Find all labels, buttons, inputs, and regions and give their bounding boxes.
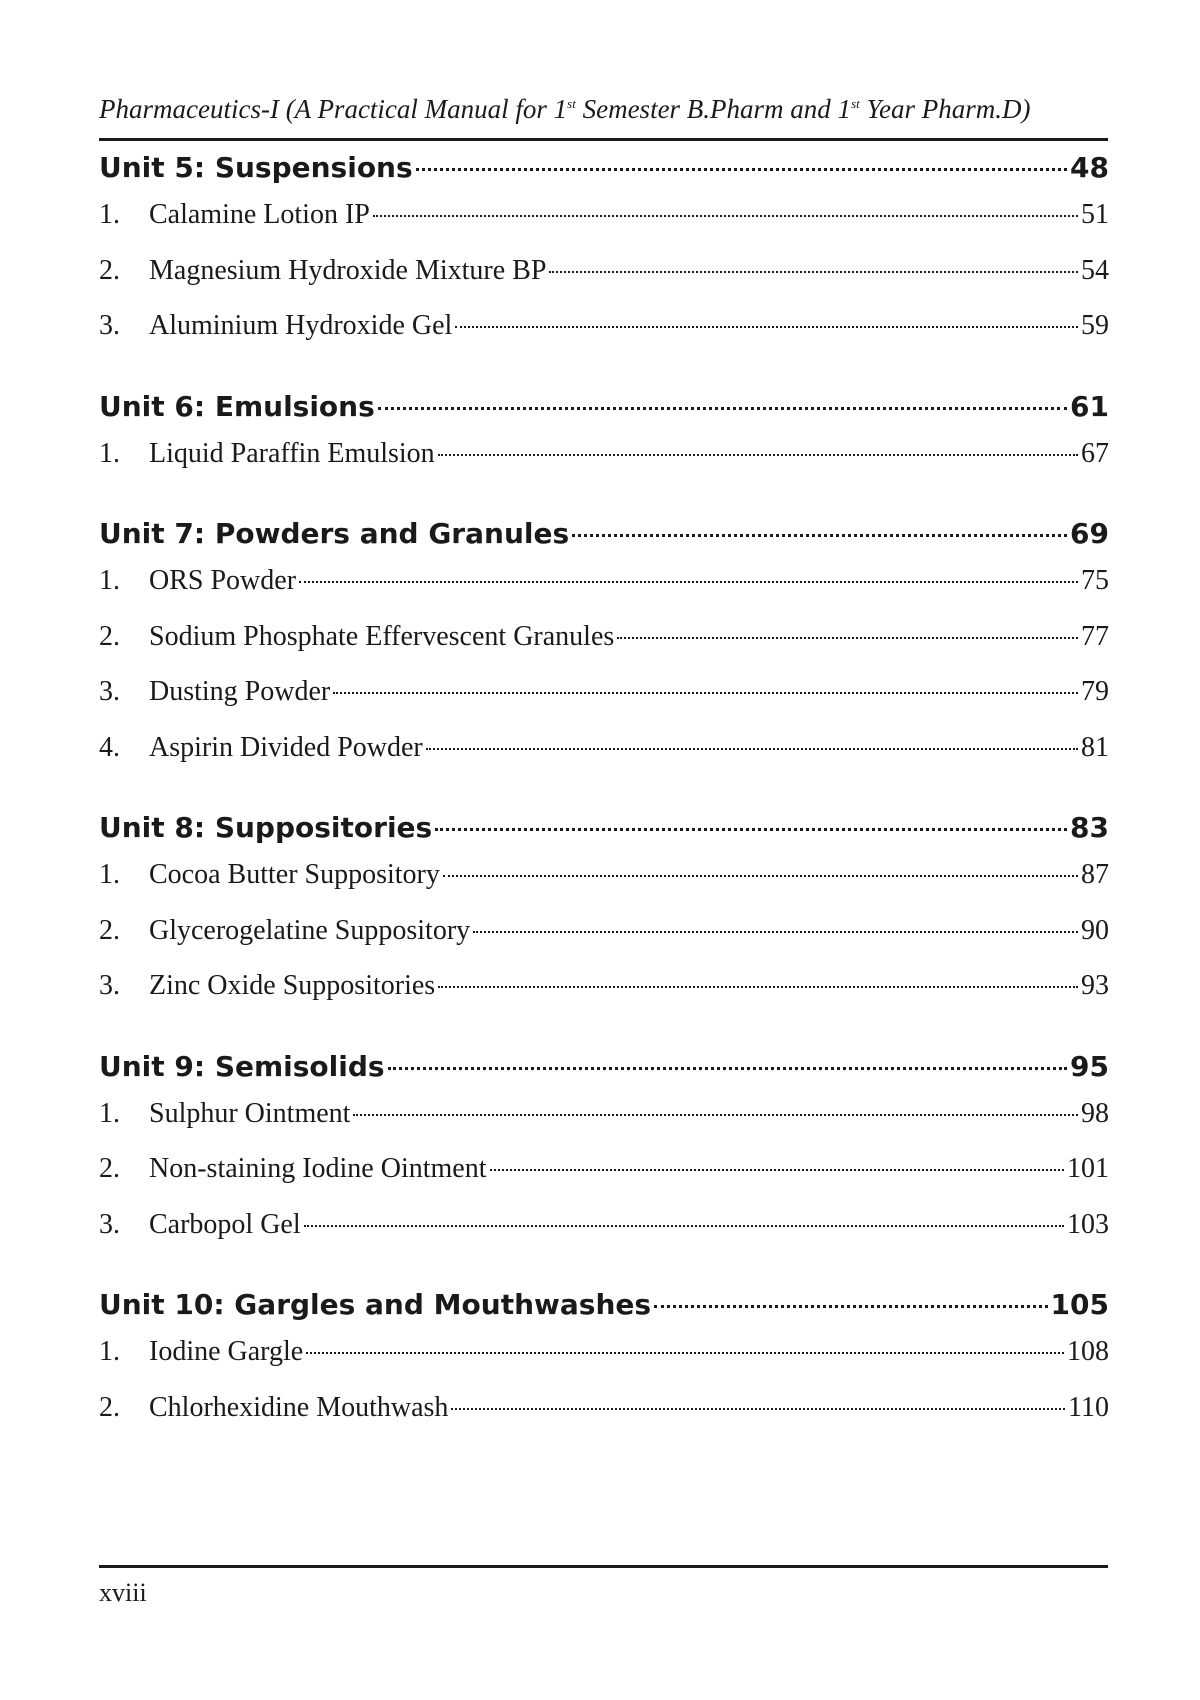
entry-number: 4.	[99, 731, 120, 763]
dot-leader	[455, 326, 1078, 328]
dot-leader	[549, 271, 1078, 273]
entry-title: Dusting Powder	[149, 676, 331, 707]
unit-title: Unit 8: Suppositories	[99, 811, 433, 844]
toc-entry[interactable]	[99, 199, 1109, 255]
running-header	[99, 94, 1109, 125]
toc-entry[interactable]	[99, 565, 1109, 621]
entry-title: Sulphur Ointment	[149, 1097, 351, 1129]
toc-unit-heading[interactable]	[99, 517, 1109, 565]
toc-entry[interactable]	[99, 1209, 1109, 1265]
toc-unit-heading[interactable]	[99, 390, 1109, 438]
toc-unit-heading[interactable]	[99, 811, 1109, 859]
dot-leader	[473, 931, 1078, 933]
entry-number: 1.	[99, 1336, 120, 1367]
toc-entry[interactable]	[99, 1392, 1109, 1448]
entry-page-number: 87	[1081, 859, 1109, 890]
unit-page-number: 105	[1050, 1288, 1109, 1321]
unit-title: Unit 5: Suspensions	[99, 151, 413, 184]
toc-unit-heading[interactable]	[99, 151, 1109, 199]
entry-title: Non-staining Iodine Ointment	[149, 1153, 487, 1184]
entry-title: Sodium Phosphate Effervescent Granules	[149, 620, 615, 652]
entry-number: 2.	[99, 1391, 120, 1423]
unit-page-number: 95	[1070, 1049, 1109, 1083]
entry-page-number: 54	[1081, 254, 1109, 286]
dot-leader	[416, 168, 1067, 171]
toc-entry[interactable]	[99, 310, 1109, 366]
entry-page-number: 98	[1081, 1097, 1109, 1129]
entry-page-number: 90	[1081, 914, 1109, 946]
entry-page-number: 51	[1081, 199, 1109, 230]
running-header-text-1: Pharmaceutics-I (A Practical Manual for 1	[99, 94, 568, 124]
dot-leader	[443, 875, 1078, 877]
dot-leader	[654, 1305, 1048, 1308]
dot-leader	[304, 1225, 1064, 1227]
dot-leader	[438, 454, 1078, 456]
entry-title: Carbopol Gel	[149, 1208, 301, 1240]
toc-entry[interactable]	[99, 621, 1109, 677]
entry-number: 2.	[99, 1153, 120, 1184]
running-header-text-3: Year Pharm.D)	[859, 94, 1031, 124]
entry-page-number: 108	[1067, 1336, 1109, 1367]
entry-title: Glycerogelatine Suppository	[149, 914, 471, 946]
entry-number: 1.	[99, 565, 120, 596]
dot-leader	[490, 1169, 1064, 1171]
entry-title: Aluminium Hydroxide Gel	[149, 310, 453, 341]
entry-page-number: 67	[1081, 437, 1109, 469]
dot-leader	[451, 1408, 1065, 1410]
entry-page-number: 77	[1081, 620, 1109, 652]
toc-unit-heading[interactable]	[99, 1050, 1109, 1098]
entry-number: 2.	[99, 914, 120, 946]
entry-title: Magnesium Hydroxide Mixture BP	[149, 254, 547, 286]
dot-leader	[388, 1067, 1067, 1070]
entry-page-number: 101	[1067, 1153, 1109, 1184]
dot-leader	[378, 407, 1067, 410]
running-header-superscript-1: st	[567, 96, 576, 111]
dot-leader	[426, 748, 1078, 750]
entry-title: ORS Powder	[149, 565, 297, 596]
entry-page-number: 93	[1081, 970, 1109, 1001]
unit-title: Unit 7: Powders and Granules	[99, 517, 570, 550]
unit-title: Unit 6: Emulsions	[99, 389, 375, 423]
unit-page-number: 83	[1070, 811, 1109, 844]
entry-title: Liquid Paraffin Emulsion	[149, 437, 435, 469]
entry-number: 1.	[99, 859, 120, 890]
dot-leader	[438, 986, 1078, 988]
dot-leader	[306, 1352, 1064, 1354]
unit-page-number: 69	[1070, 517, 1109, 550]
entry-number: 3.	[99, 310, 120, 341]
toc-entry[interactable]	[99, 1153, 1109, 1209]
entry-page-number: 79	[1081, 676, 1109, 707]
toc-entry[interactable]	[99, 970, 1109, 1026]
toc-entry[interactable]	[99, 732, 1109, 788]
dot-leader	[299, 581, 1078, 583]
dot-leader	[333, 692, 1078, 694]
entry-title: Iodine Gargle	[149, 1336, 304, 1367]
entry-title: Calamine Lotion IP	[149, 199, 370, 230]
entry-number: 1.	[99, 437, 120, 469]
dot-leader	[353, 1114, 1078, 1116]
entry-number: 2.	[99, 620, 120, 652]
table-of-contents	[99, 147, 1109, 1447]
entry-number: 2.	[99, 254, 120, 286]
entry-page-number: 59	[1081, 310, 1109, 341]
toc-entry[interactable]	[99, 1098, 1109, 1154]
toc-entry[interactable]	[99, 915, 1109, 971]
unit-title: Unit 9: Semisolids	[99, 1049, 385, 1083]
entry-page-number: 110	[1068, 1391, 1109, 1423]
entry-number: 3.	[99, 1208, 120, 1240]
toc-entry[interactable]	[99, 255, 1109, 311]
header-rule	[99, 138, 1108, 141]
entry-page-number: 75	[1081, 565, 1109, 596]
entry-number: 1.	[99, 199, 120, 230]
dot-leader	[373, 215, 1078, 217]
unit-page-number: 61	[1070, 389, 1109, 423]
dot-leader	[435, 828, 1067, 831]
toc-entry[interactable]	[99, 676, 1109, 732]
unit-title: Unit 10: Gargles and Mouthwashes	[99, 1288, 652, 1321]
entry-page-number: 81	[1081, 731, 1109, 763]
footer-rule	[99, 1565, 1108, 1568]
entry-title: Aspirin Divided Powder	[149, 731, 423, 763]
entry-page-number: 103	[1067, 1208, 1109, 1240]
dot-leader	[617, 637, 1078, 639]
running-header-text-2: Semester B.Pharm and 1	[575, 94, 852, 124]
running-header-superscript-2: st	[851, 96, 860, 111]
dot-leader	[572, 534, 1067, 537]
toc-entry[interactable]	[99, 1336, 1109, 1392]
entry-title: Cocoa Butter Suppository	[149, 859, 440, 890]
page-number: xviii	[99, 1578, 147, 1607]
toc-entry[interactable]	[99, 859, 1109, 915]
toc-unit-heading[interactable]	[99, 1288, 1109, 1336]
unit-page-number: 48	[1070, 151, 1109, 184]
entry-number: 3.	[99, 676, 120, 707]
entry-title: Zinc Oxide Suppositories	[149, 970, 436, 1001]
entry-number: 3.	[99, 970, 120, 1001]
toc-entry[interactable]	[99, 438, 1109, 494]
entry-title: Chlorhexidine Mouthwash	[149, 1391, 449, 1423]
entry-number: 1.	[99, 1097, 120, 1129]
